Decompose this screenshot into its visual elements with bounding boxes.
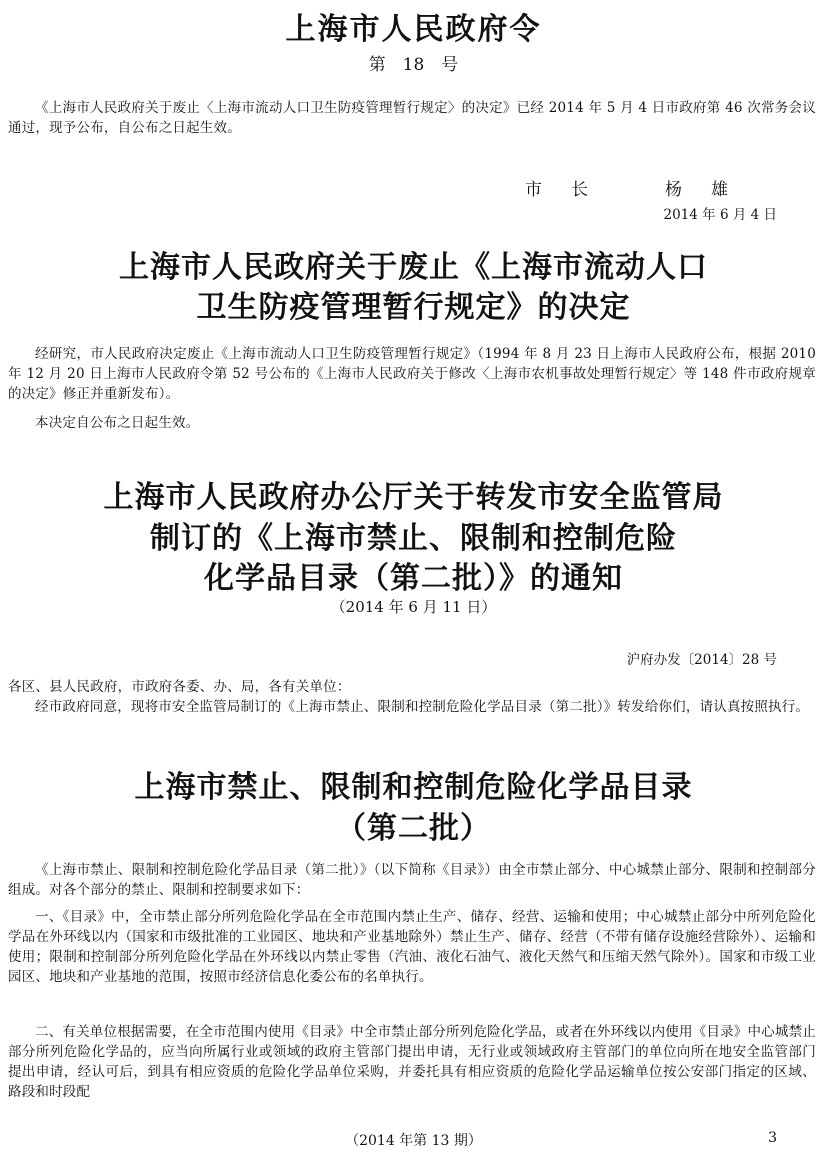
notice-title-line1: 上海市人民政府办公厅关于转发市安全监管局 [103,480,724,515]
order-date: 2014 年 6 月 4 日 [663,207,777,223]
catalog-item-1: 一、《目录》中，全市禁止部分所列危险化学品在全市范围内禁止生产、储存、经营、运输和使用；中心城禁止部分中所列危险化学品在外环线以内（国家和市级批准的工业园区、地块和产业基地除外）禁止生产、储存、经营（不带有储存设施经营除外）、运输和使用；限制和控制部分所列危险化学品在外环线以内禁止零售（汽油、液化石油气、液化天然气和压缩天然气除外）。国家和市级工业园区、地块和产业基地的范围，按照市经济信息化委公布的名单执行。 [8,909,816,985]
signer-title: 市 长 [525,180,594,200]
decision-paragraph-1: 经研究，市人民政府决定废止《上海市流动人口卫生防疫管理暂行规定》（1994 年 8 月 23 日上海市人民政府公布，根据 2010 年 12 月 20 日上海市人民政府令第 52 号公布的《上海市人民政府关于修改〈上海市农机事故处理暂行规定〉等 148 件市政府规章的决定》修正并重新发布）。 [8,346,816,402]
order-number: 第 18 号 [368,55,459,75]
signer-name: 杨 雄 [665,180,734,200]
decision-title-line2: 卫生防疫管理暂行规定》的决定 [196,290,631,325]
catalog-title-line2: （第二批） [336,811,491,846]
order-body: 《上海市人民政府关于废止〈上海市流动人口卫生防疫管理暂行规定〉的决定》已经 2014 年 5 月 4 日市政府第 46 次常务会议通过，现予公布，自公布之日起生效。 [8,100,816,136]
notice-addressee: 各区、县人民政府，市政府各委、办、局，各有关单位： [8,679,351,695]
notice-date: （2014 年 6 月 11 日） [330,598,497,616]
catalog-item-2: 二、有关单位根据需要，在全市范围内使用《目录》中全市禁止部分所列危险化学品，或者在外环线以内使用《目录》中心城禁止部分所列危险化学品的，应当向所属行业或领域的政府主管部门提出申请，无行业或领域政府主管部门的单位向所在地安全监管部门提出申请，经认可后，到具有相应资质的危险化学品单位采购，并委托具有相应资质的危险化学品运输单位按公安部门指定的区域、路段和时段配 [8,1024,816,1100]
order-title: 上海市人民政府令 [285,12,542,47]
catalog-title-line1: 上海市禁止、限制和控制危险化学品目录 [134,770,693,805]
catalog-intro: 《上海市禁止、限制和控制危险化学品目录（第二批）》（以下简称《目录》）由全市禁止部分、中心城禁止部分、限制和控制部分组成。对各个部分的禁止、限制和控制要求如下： [8,862,816,898]
page-number: 3 [768,1130,777,1146]
notice-body: 经市政府同意，现将市安全监管局制订的《上海市禁止、限制和控制危险化学品目录（第二批）》转发给你们，请认真按照执行。 [35,699,810,715]
notice-title-line2: 制订的《上海市禁止、限制和控制危险 [150,521,677,556]
decision-paragraph-2: 本决定自公布之日起生效。 [35,415,200,431]
notice-title-line3: 化学品目录（第二批）》的通知 [204,561,623,596]
decision-title-line1: 上海市人民政府关于废止《上海市流动人口 [119,250,708,285]
notice-doc-number: 沪府办发〔2014〕28 号 [626,652,777,668]
footer-issue: （2014 年第 13 期） [345,1133,482,1149]
